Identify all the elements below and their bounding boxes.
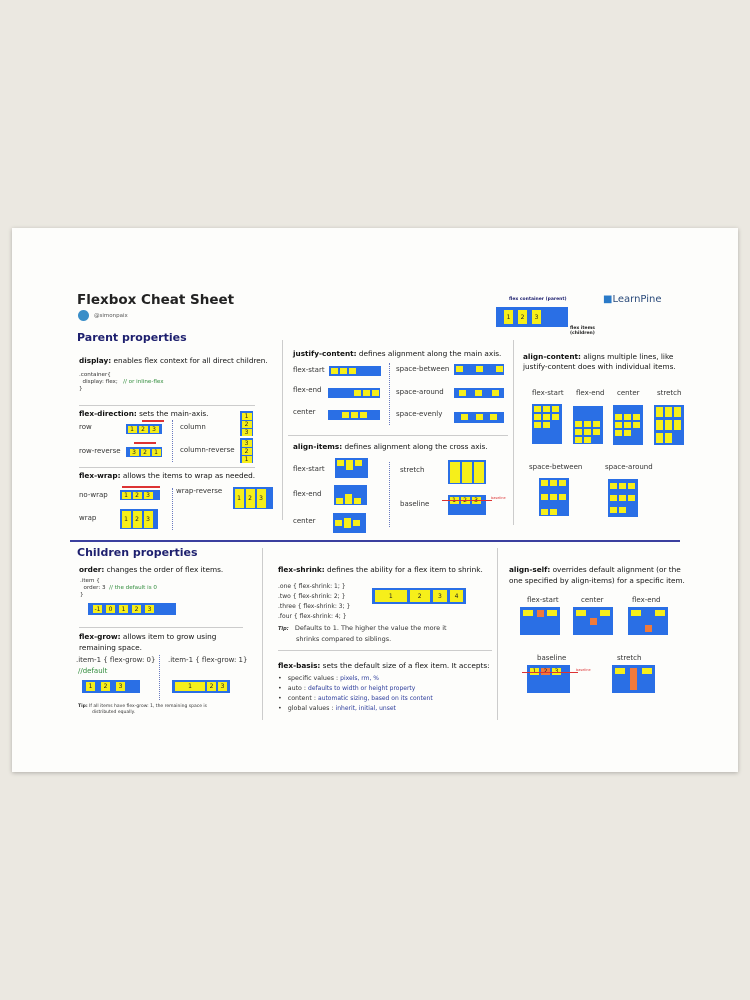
demo-ac-space-around bbox=[608, 479, 638, 517]
basis-item: • auto : defaults to width or height property bbox=[278, 685, 416, 692]
grow-code-0: .item-1 { flex-grow: 0} bbox=[76, 656, 156, 664]
flex-item bbox=[474, 462, 484, 483]
flex-item bbox=[342, 412, 349, 418]
demo-order bbox=[88, 603, 176, 615]
flex-item bbox=[576, 610, 586, 616]
flex-item bbox=[590, 618, 597, 625]
display-code: .container{ display: flex; // or inline-flex } bbox=[79, 372, 164, 392]
demo-ai-flex-end bbox=[334, 485, 367, 505]
demo-column-reverse bbox=[240, 438, 253, 463]
diagram-container bbox=[496, 307, 568, 327]
flex-item bbox=[656, 407, 663, 417]
flex-item: -1 bbox=[94, 605, 101, 613]
label-jc-center: center bbox=[293, 408, 316, 416]
demo-ac-stretch bbox=[654, 405, 684, 445]
flex-item bbox=[624, 422, 631, 428]
demo-ai-stretch bbox=[448, 460, 486, 484]
demo-ac-flex-end bbox=[573, 406, 603, 444]
flex-item: 3 bbox=[144, 492, 153, 499]
label-ac-space-between: space-between bbox=[529, 463, 583, 471]
flex-item: 1 bbox=[152, 449, 161, 456]
flex-item: 3 bbox=[150, 426, 159, 433]
flex-item: 2 bbox=[518, 310, 527, 324]
demo-as-stretch bbox=[612, 665, 655, 693]
flex-item bbox=[490, 414, 497, 420]
learnpine-logo bbox=[603, 294, 661, 305]
label-ai-flex-end: flex-end bbox=[293, 490, 322, 498]
demo-as-flex-start bbox=[520, 607, 560, 635]
flex-item: 1 bbox=[504, 310, 513, 324]
label-ai-baseline: baseline bbox=[400, 500, 430, 508]
label-as-center: center bbox=[581, 596, 604, 604]
flex-item bbox=[475, 390, 482, 396]
demo-wrap bbox=[120, 509, 158, 529]
label-as-stretch: stretch bbox=[617, 654, 642, 662]
label-ac-flex-start: flex-start bbox=[532, 389, 564, 397]
basis-item: • global values : inherit, initial, unset bbox=[278, 705, 396, 712]
flex-item bbox=[345, 494, 352, 504]
flex-item bbox=[534, 422, 541, 428]
demo-as-center bbox=[573, 607, 613, 635]
align-items-desc: align-items: defines alignment along the cross axis. bbox=[293, 442, 488, 451]
flex-item bbox=[541, 494, 548, 500]
flex-item bbox=[593, 429, 600, 435]
divider bbox=[79, 467, 255, 468]
flex-item bbox=[363, 390, 370, 396]
demo-ai-baseline bbox=[448, 495, 486, 515]
flex-item: 2 bbox=[246, 489, 255, 508]
flex-item: 1 bbox=[122, 511, 131, 528]
grow-default-comment: //default bbox=[78, 667, 108, 675]
flex-item: 3 bbox=[433, 590, 447, 602]
flex-item: 3 bbox=[144, 511, 153, 528]
flex-item bbox=[340, 368, 347, 374]
display-desc: display: enables flex context for all direct children. bbox=[79, 356, 268, 365]
flex-item bbox=[624, 414, 631, 420]
label-row: row bbox=[79, 423, 92, 431]
shrink-tip: Tip: Defaults to 1. The higher the value the more it shrinks compared to siblings. bbox=[278, 624, 447, 643]
flex-item bbox=[665, 433, 672, 443]
flex-item bbox=[541, 509, 548, 515]
flex-item bbox=[355, 460, 362, 466]
flex-item: 3 bbox=[242, 440, 252, 447]
baseline-line bbox=[522, 672, 578, 673]
flex-item bbox=[450, 462, 460, 483]
flex-item: 2 bbox=[133, 492, 142, 499]
flex-item bbox=[656, 420, 663, 430]
page-title: Flexbox Cheat Sheet bbox=[77, 292, 235, 308]
divider bbox=[79, 405, 255, 406]
flex-item bbox=[461, 414, 468, 420]
flex-item: 1 bbox=[242, 456, 252, 463]
flex-item bbox=[534, 406, 541, 412]
basis-item: • content : automatic sizing, based on its content bbox=[278, 695, 433, 702]
label-wrap-reverse: wrap-reverse bbox=[176, 487, 223, 495]
demo-column bbox=[240, 411, 253, 436]
flex-item bbox=[550, 480, 557, 486]
demo-ac-flex-start bbox=[532, 404, 562, 444]
flex-item: 1 bbox=[235, 489, 244, 508]
dotted-divider bbox=[389, 462, 390, 527]
flex-item bbox=[575, 437, 582, 443]
flex-item bbox=[360, 412, 367, 418]
flex-item bbox=[619, 483, 626, 489]
divider bbox=[288, 435, 508, 436]
cheat-sheet-poster bbox=[12, 228, 738, 772]
basis-desc: flex-basis: sets the default size of a flex item. It accepts: bbox=[278, 661, 490, 670]
flex-item bbox=[593, 421, 600, 427]
shrink-desc: flex-shrink: defines the ability for a flex item to shrink. bbox=[278, 565, 483, 574]
flex-item bbox=[624, 430, 631, 436]
demo-ai-flex-start bbox=[335, 458, 368, 478]
flex-item: 4 bbox=[450, 590, 463, 602]
flex-item bbox=[628, 495, 635, 501]
flex-item: 2 bbox=[242, 421, 252, 428]
flex-item bbox=[631, 610, 641, 616]
flex-item bbox=[665, 420, 672, 430]
demo-as-flex-end bbox=[628, 607, 668, 635]
flex-item bbox=[656, 433, 663, 443]
label-jc-space-around: space-around bbox=[396, 388, 444, 396]
demo-ai-center bbox=[333, 513, 366, 533]
flex-item bbox=[534, 414, 541, 420]
dotted-divider bbox=[159, 655, 160, 700]
label-ai-flex-start: flex-start bbox=[293, 465, 325, 473]
flex-item bbox=[674, 407, 681, 417]
flex-item bbox=[331, 368, 338, 374]
flex-item: 1 bbox=[128, 426, 137, 433]
flex-item: 2 bbox=[141, 449, 150, 456]
baseline-note: baseline bbox=[576, 668, 591, 672]
flex-item: 2 bbox=[207, 682, 216, 691]
flex-item: 1 bbox=[122, 492, 131, 499]
flex-item bbox=[610, 495, 617, 501]
demo-ac-space-between bbox=[539, 478, 569, 516]
demo-jc-center bbox=[328, 410, 380, 420]
order-code: .item { order: 3 // the default is 0 } bbox=[80, 578, 157, 598]
flex-item bbox=[552, 414, 559, 420]
flex-item: 3 bbox=[130, 449, 139, 456]
label-ai-stretch: stretch bbox=[400, 466, 425, 474]
label-ac-center: center bbox=[617, 389, 640, 397]
flex-item bbox=[630, 668, 637, 690]
flex-item bbox=[610, 507, 617, 513]
flex-item: 0 bbox=[106, 605, 115, 613]
demo-row-reverse bbox=[126, 447, 162, 457]
align-self-desc: align-self: overrides default alignment (or the one specified by align-items) for a specific item. bbox=[509, 565, 685, 585]
label-as-flex-start: flex-start bbox=[527, 596, 559, 604]
flex-item: 3 bbox=[145, 605, 154, 613]
demo-jc-flex-end bbox=[328, 388, 380, 398]
flex-item bbox=[537, 610, 544, 617]
flex-item bbox=[619, 507, 626, 513]
children-heading: Children properties bbox=[77, 546, 198, 559]
flex-item: 2 bbox=[133, 511, 142, 528]
demo-ac-center bbox=[613, 405, 643, 445]
label-ac-space-around: space-around bbox=[605, 463, 653, 471]
grow-tip: Tip: If all items have flex-grow: 1, the remaining space is distributed equally. bbox=[78, 704, 207, 715]
divider bbox=[79, 627, 243, 628]
flex-item bbox=[346, 460, 353, 470]
shrink-code: .one { flex-shrink: 1; } .two { flex-shrink: 2; } .three { flex-shrink: 3; } .four { flex-shrink: 4; } bbox=[278, 583, 351, 620]
label-ac-flex-end: flex-end bbox=[576, 389, 605, 397]
flex-item bbox=[351, 412, 358, 418]
label-jc-flex-end: flex-end bbox=[293, 386, 322, 394]
flex-item: 3 bbox=[257, 489, 266, 508]
flex-item bbox=[584, 437, 591, 443]
flex-item bbox=[665, 407, 672, 417]
flex-item bbox=[655, 610, 665, 616]
demo-row bbox=[126, 424, 162, 434]
flex-item bbox=[575, 429, 582, 435]
basis-item: • specific values : pixels, rm, % bbox=[278, 675, 380, 682]
flex-item bbox=[349, 368, 356, 374]
section-divider bbox=[70, 540, 680, 542]
flex-item bbox=[354, 498, 361, 504]
label-ai-center: center bbox=[293, 517, 316, 525]
flex-item bbox=[496, 366, 503, 372]
flex-item bbox=[628, 483, 635, 489]
arrow-right-icon bbox=[142, 420, 164, 422]
flex-item bbox=[610, 483, 617, 489]
flex-item bbox=[633, 422, 640, 428]
flex-item bbox=[543, 414, 550, 420]
label-as-flex-end: flex-end bbox=[632, 596, 661, 604]
flex-item bbox=[523, 610, 533, 616]
flex-item bbox=[584, 421, 591, 427]
basis-list bbox=[278, 674, 433, 714]
flex-item bbox=[674, 420, 681, 430]
flex-item: 2 bbox=[132, 605, 141, 613]
flex-item bbox=[354, 390, 361, 396]
column-divider bbox=[262, 548, 263, 720]
dotted-divider bbox=[172, 488, 173, 530]
items-label bbox=[570, 326, 595, 336]
label-column: column bbox=[180, 423, 206, 431]
flex-item bbox=[550, 509, 557, 515]
direction-desc: flex-direction: sets the main-axis. bbox=[79, 409, 209, 418]
flex-item bbox=[600, 610, 610, 616]
flex-item: 1 bbox=[375, 590, 407, 602]
flex-item bbox=[476, 414, 483, 420]
flex-item: 1 bbox=[175, 682, 205, 691]
column-divider bbox=[513, 340, 514, 525]
label-column-reverse: column-reverse bbox=[180, 446, 235, 454]
label-wrap: wrap bbox=[79, 514, 97, 522]
flex-item bbox=[575, 421, 582, 427]
flex-item: 2 bbox=[242, 448, 252, 455]
label-jc-space-between: space-between bbox=[396, 365, 450, 373]
flex-item bbox=[547, 610, 557, 616]
label-row-reverse: row-reverse bbox=[79, 447, 121, 455]
flex-item bbox=[492, 390, 499, 396]
label-as-baseline: baseline bbox=[537, 654, 567, 662]
dotted-divider bbox=[172, 420, 173, 462]
grow-code-1: .item-1 { flex-grow: 1} bbox=[168, 656, 248, 664]
flex-item bbox=[559, 480, 566, 486]
flex-item bbox=[642, 668, 652, 674]
flex-item bbox=[456, 366, 463, 372]
flex-item bbox=[559, 494, 566, 500]
flex-item bbox=[543, 406, 550, 412]
flex-item bbox=[615, 414, 622, 420]
flex-item bbox=[543, 422, 550, 428]
flex-item: 3 bbox=[242, 429, 252, 436]
logo-text: LearnPine bbox=[612, 294, 662, 305]
demo-as-baseline bbox=[527, 665, 570, 693]
flex-item bbox=[337, 460, 344, 466]
demo-jc-space-around bbox=[454, 388, 504, 398]
flex-item bbox=[462, 462, 472, 483]
arrow-right-icon bbox=[122, 486, 160, 488]
flex-item bbox=[336, 498, 343, 504]
demo-grow-1 bbox=[172, 680, 230, 693]
demo-wrap-reverse bbox=[233, 487, 273, 509]
flex-item: 1 bbox=[242, 413, 252, 420]
items-label-2: (children) bbox=[570, 331, 595, 336]
arrow-left-icon bbox=[134, 442, 156, 444]
divider bbox=[278, 650, 492, 651]
flex-item: 2 bbox=[410, 590, 430, 602]
column-divider bbox=[282, 340, 283, 520]
items-label-1: flex items bbox=[570, 326, 595, 331]
flex-item bbox=[353, 520, 360, 526]
label-no-wrap: no-wrap bbox=[79, 491, 108, 499]
label-ac-stretch: stretch bbox=[657, 389, 682, 397]
baseline-line bbox=[442, 500, 492, 501]
column-divider bbox=[497, 548, 498, 720]
flex-item bbox=[372, 390, 379, 396]
label-jc-flex-start: flex-start bbox=[293, 366, 325, 374]
flex-item: 1 bbox=[86, 682, 95, 691]
flex-item: 2 bbox=[139, 426, 148, 433]
grow-desc: flex-grow: allows item to grow using remaining space. bbox=[79, 632, 217, 652]
flex-item: 2 bbox=[101, 682, 110, 691]
flex-item bbox=[615, 668, 625, 674]
dotted-divider bbox=[389, 363, 390, 425]
flex-item bbox=[476, 366, 483, 372]
justify-desc: justify-content: defines alignment along the main axis. bbox=[293, 349, 502, 358]
flex-item bbox=[541, 480, 548, 486]
flex-item bbox=[633, 414, 640, 420]
flex-item bbox=[344, 518, 351, 528]
flex-item bbox=[584, 429, 591, 435]
container-label: flex container (parent) bbox=[509, 297, 567, 302]
flex-item bbox=[335, 520, 342, 526]
flex-item bbox=[550, 494, 557, 500]
wrap-desc: flex-wrap: allows the items to wrap as needed. bbox=[79, 471, 256, 480]
align-content-desc: align-content: aligns multiple lines, like justify-content does with individual items. bbox=[523, 352, 676, 371]
flex-item: 3 bbox=[532, 310, 541, 324]
flex-item bbox=[615, 422, 622, 428]
label-jc-space-evenly: space-evenly bbox=[396, 410, 443, 418]
flex-item bbox=[645, 625, 652, 632]
demo-shrink bbox=[372, 588, 466, 604]
demo-no-wrap bbox=[120, 490, 160, 500]
demo-grow-0 bbox=[82, 680, 140, 693]
baseline-note: baseline bbox=[491, 496, 506, 500]
flex-item bbox=[552, 406, 559, 412]
flex-item bbox=[619, 495, 626, 501]
flex-item bbox=[459, 390, 466, 396]
flex-item bbox=[615, 430, 622, 436]
avatar bbox=[78, 310, 89, 321]
author: @simonpaix bbox=[94, 313, 128, 319]
flex-item: 3 bbox=[116, 682, 125, 691]
flex-item: 1 bbox=[119, 605, 128, 613]
order-desc: order: changes the order of flex items. bbox=[79, 565, 224, 574]
flex-item: 3 bbox=[218, 682, 227, 691]
demo-jc-space-evenly bbox=[454, 412, 504, 423]
parent-heading: Parent properties bbox=[77, 331, 187, 344]
elephant-icon: ■ bbox=[603, 294, 613, 305]
demo-jc-space-between bbox=[454, 364, 504, 375]
demo-jc-flex-start bbox=[329, 366, 381, 376]
